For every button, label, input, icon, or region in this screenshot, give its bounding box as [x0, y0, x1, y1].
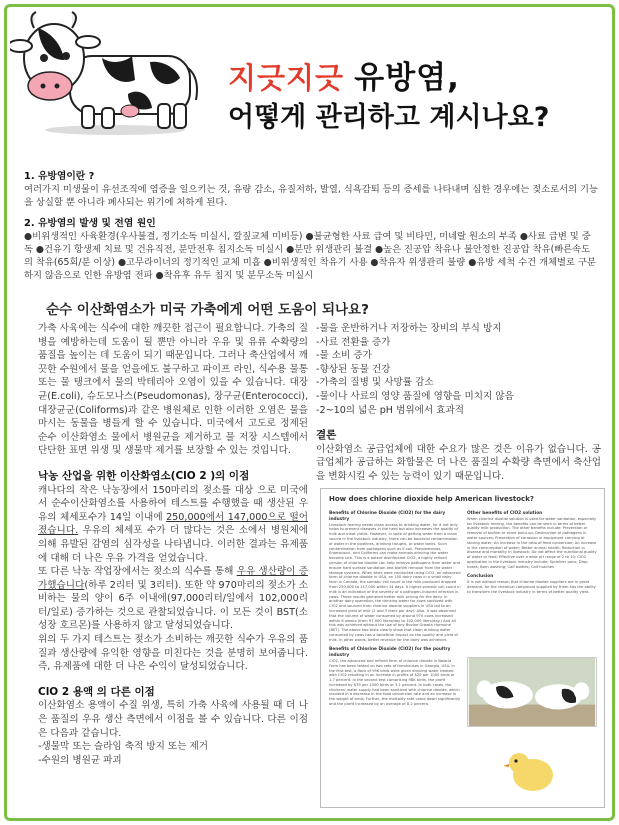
dairy-test1-paragraph: 캐나다의 작은 낙농장에서 150마리의 젖소를 대상 으로 미국에서 순수이산화염소를 사용하여 테스트를 수행했을 때 생산된 우유의 체세포수가 14일 이내에 250,000에서 147,000으로 떨어졌습니다. 우유의 체세포 수가 더 많다는 것은 소에서 병원체에 의해 유발된 감염의 심각성을 나타냅니다. 이러한 결과는 유제품에 대해 더 나은 우유 가격을 얻었습니다.: [38, 484, 308, 564]
somatic-count-highlight: 250,000에서 147,000으로 떨어졌습니다.: [38, 511, 308, 537]
benefit-list-item: -사료 전환율 증가: [316, 336, 391, 348]
other-benefits-heading: ClO 2 용액 의 다른 이점: [38, 685, 155, 698]
benefit-list-item: -가축의 질병 및 사망률 감소: [316, 377, 434, 389]
dairy-test2-paragraph: 또 다른 낙농 작업장에서는 젖소의 식수를 통해 우유 생산량이 증가했습니다(하루 2리터 및 3리터). 또한 약 970마리의 젖소가 소비하는 물의 양이 6주 이내에(97,000리터/일에서 102,000리터/일로) 증가하는 것으로 관찰되었습니다. 이 모든 것이 BST(소 성장 호르몬)를 사용하지 않고 달성되었습니다.: [38, 566, 308, 632]
other-benefits-paragraph: 이산화염소 용액이 수질 위생, 특히 가축 사육에 사용될 때 더 나은 품질의 우유 생산 측면에서 이점을 볼 수 있습니다. 다른 이점은 다음과 같습니다.: [38, 700, 308, 739]
benefit-list-item: -향상된 동물 건강: [316, 363, 391, 375]
title-accent: 지긋지긋: [228, 61, 345, 95]
insert-dairy-heading: Benefits of Chlorine Dioxide (ClO2) for the dairy industry: [329, 511, 446, 522]
insert-right-column: [467, 511, 597, 595]
insert-poultry-heading: Benefits of Chlorine Dioxide (ClO2) for the poultry industry: [329, 647, 451, 659]
insert-other-heading: Other benefits of ClO2 solution: [467, 511, 543, 516]
milk-yield-highlight: 우유 생산량이 증가했습니다: [38, 566, 308, 591]
cow-illustration: [10, 8, 200, 138]
intro-section: [24, 170, 599, 282]
left-column: [38, 322, 308, 767]
right-column: [316, 322, 601, 484]
q2-body: ●비위생적인 사육환경(우사불결, 정기소독 미실시, 깔짚교체 미비등) ●불균형한 사료 급여 및 비타민, 미네랄 원소의 부족 ●사료 급변 및 중독 ●건유기 항생제 치료 및 건유직전, 분만전후 침지소독 미실시 ●분만 위생관리 불결 ●높은 진공압 착유나 불안정한 진공압 착유(빠른속도의 착유(65회/분 이상) ●고무라이너의 정기적인 교체 미흡 ●비위생적인 착유기 사용 ●착유자 위생관리 불량 ●유방 세척 수건 개체별로 구분하지 않음으로 인한 유방염 전파 ●착유후 유두 침지 및 분무소독 미실시: [24, 231, 596, 281]
q1-body: 여러가지 미생물이 유선조직에 염증을 일으키는 것, 유량 감소, 유질저하, 발열, 식욕감퇴 등의 증세를 나타내며 심한 경우에는 젖소로서의 기능을 상실할 뿐 아니라 폐사되는 위기에 처하게 된다.: [24, 184, 598, 208]
insert-poultry-text: ClO2, the advanced and refined form of chlorine dioxide in Bolaria Farm has been tested on two sets of farmhouses in Georgia, USA. In the first test, a flock of 95K birds were given drinking water treated with ClO2 resulting in an increase in profits of $20 per 1000 birds or 1.7 percent. In the second test comprising 98K birds, the profit increased by $35 per 1000 birds or 3.1 percent. In both cases, the chickens' water supply had been sanitized with chlorine dioxide, which resulted in a decrease in the food conversion rate and an increase in the weight of birds. Further, the mortality rate came down significantly and the profit increased by an average of 8.2 percent.: [329, 658, 461, 707]
page-title-line2: 어떻게 관리하고 계시나요?: [228, 102, 550, 133]
dairy-summary-paragraph: 위의 두 가지 테스트는 젖소가 소비하는 깨끗한 식수가 우유의 품질과 생산량에 유익한 영향을 미친다는 것을 분명히 보여줍니다. 즉, 유제품에 대한 더 나은 수익이 달성되었습니다.: [38, 634, 308, 673]
q1-heading: 1. 유방염이란 ?: [24, 171, 95, 182]
insert-dairy-text: Livestock rearing needs clean access to drinking water, for it not only helps to prevent diseases in the herd but also increases the quality of milk and meat yields. However, in spite of getting water from a clean source in the livestock industry, there can be bacterial contamination of water in the pipelines, drinking troughs, or water tanks. Such contamination from pathogens such as E.coli, Pseudomonas, Enterococci, and Coliforms can make animals drinking the water become sick. This is a potent disinfectant ClO2, a highly refined version of chlorine dioxide can help remove pathogens from water and ensure hard surface sanitation and biofilm removal from the water storage systems. When tests were conducted using ClO2, an advanced form of chlorine dioxide in USA, on 150 dairy cows in a small dairy farm in Canada, the somatic cell count in the milk produced dropped from 250,000 to 147,000 within 14 days. A higher somatic cell count in milk is an indication of the severity of a pathogen-induced infection in cows. These results garnered better milk pricing for the dairy. In another dairy operation, the drinking water for cows sanitized with ClO2 and sourced from chlorine dioxide suppliers in USA led to an increased yield of milk (2 and 3 liters per day). Also, it was observed that the volume of water consumed by around 970 cows increased within 6 weeks (from 97,000 liters/day to 102,000 liters/day.) And all this was achieved without the use of any Bovine Growth Hormone (BST). The above two tests clearly show that clean drinking water consumed by cows has a beneficial impact on the quality and yield of milk. In other words, better revenue for the dairy was achieved.: [329, 522, 461, 642]
intro-paragraph: 가축 사육에는 식수에 대한 깨끗한 접근이 필요합니다. 가축의 질병을 예방하는데 도움이 될 뿐만 아니라 우유 및 유류 수확량의 품질을 높이는 데 도움이 되기 때문입니다. 그러나 축산업에서 깨끗한 수원에서 물을 얻을에도 불구하고 파이프 라인, 식수용 물통 또는 물 탱크에서 물의 박테리아 오염이 있을 수 있습니다. 대장균(E.coli), 슈도모나스(Pseudomonas), 장구균(Enterococci), 대장균군(Coliforms)과 같은 병원체로 인한 이러한 오염은 물을 마시는 동물을 병들게 할 수 있습니다. 미국에서 고도로 정제된 순수 이산화염소 물에서 병원균을 제거하고 물 저장 시스템에서 단단한 표면 위생 및 생물막 제거를 보장할 수 있는 것입니다.: [38, 323, 308, 457]
insert-title: How does chlorine dioxide help American livestock?: [329, 495, 534, 503]
benefit-list-item: -생물막 또는 슬라임 축적 방지 또는 제거: [38, 741, 209, 753]
article-headline: 순수 이산화염소가 미국 가축에게 어떤 도움이 되나요?: [46, 302, 369, 318]
conclusion-paragraph: 이산화염소 공급업체에 대한 수요가 많은 것은 이유가 없습니다. 공급업체가 공급하는 화합물은 더 나은 품질의 수확량 측면에서 축산업을 변화시킬 수 있는 능력이 있기 때문입니다.: [316, 443, 601, 482]
dairy-benefits-heading: 낙농 산업을 위한 이산화염소(ClO 2 )의 이점: [38, 469, 250, 482]
benefit-list-item: -물이나 사료의 영양 품질에 영향을 미치지 않음: [316, 390, 514, 402]
insert-conclusion-heading: Conclusion: [467, 574, 494, 580]
insert-conclusion-text: It is not without reason that chlorine dioxide suppliers are in great demand, for the chemical compound supplied by them has the ability to transform the livestock industry in terms of better quality yield.: [467, 580, 596, 594]
insert-left-column: [329, 511, 461, 707]
title-keyword: 유방염,: [354, 60, 460, 96]
q2-heading: 2. 유방염의 발생 및 전염 원인: [24, 218, 156, 229]
insert-other-text: When chlorine dioxide solution is used for water sanitation, especially for livestock rearing, the benefits can be seen in terms of better quality milk production. The other benefits include: Prevention or removal of biofilm or slime build-up; Destruction of pathogens in water sources; Prevention of corrosion in equipment carrying or storing water; An increase in the ratio of feed conversion; An increase in the consumption of water; Better animal health; Reduction in disease and mortality in livestock; Do not affect the nutritional quality of water or feed; Effective over a wide pH range of 2 to 10; ClO2 application in the livestock industry include: Sprinkler pens; Drop hoses; Barn washing; Calf bottles; Calf hutches: [467, 516, 597, 569]
cows-photo: [467, 657, 597, 727]
page-title-line1: [228, 52, 460, 97]
chick-photo: [467, 739, 597, 799]
benefit-list-item: -수원의 병원균 파괴: [38, 754, 122, 766]
conclusion-heading: 결론: [316, 429, 337, 442]
benefit-list-item: -물 소비 증가: [316, 350, 372, 362]
english-article-insert: [320, 488, 605, 808]
benefit-list-item: -물을 운반하거나 저장하는 장비의 부식 방지: [316, 323, 502, 334]
benefit-list-item: -2~10의 넓은 pH 범위에서 효과적: [316, 404, 464, 416]
